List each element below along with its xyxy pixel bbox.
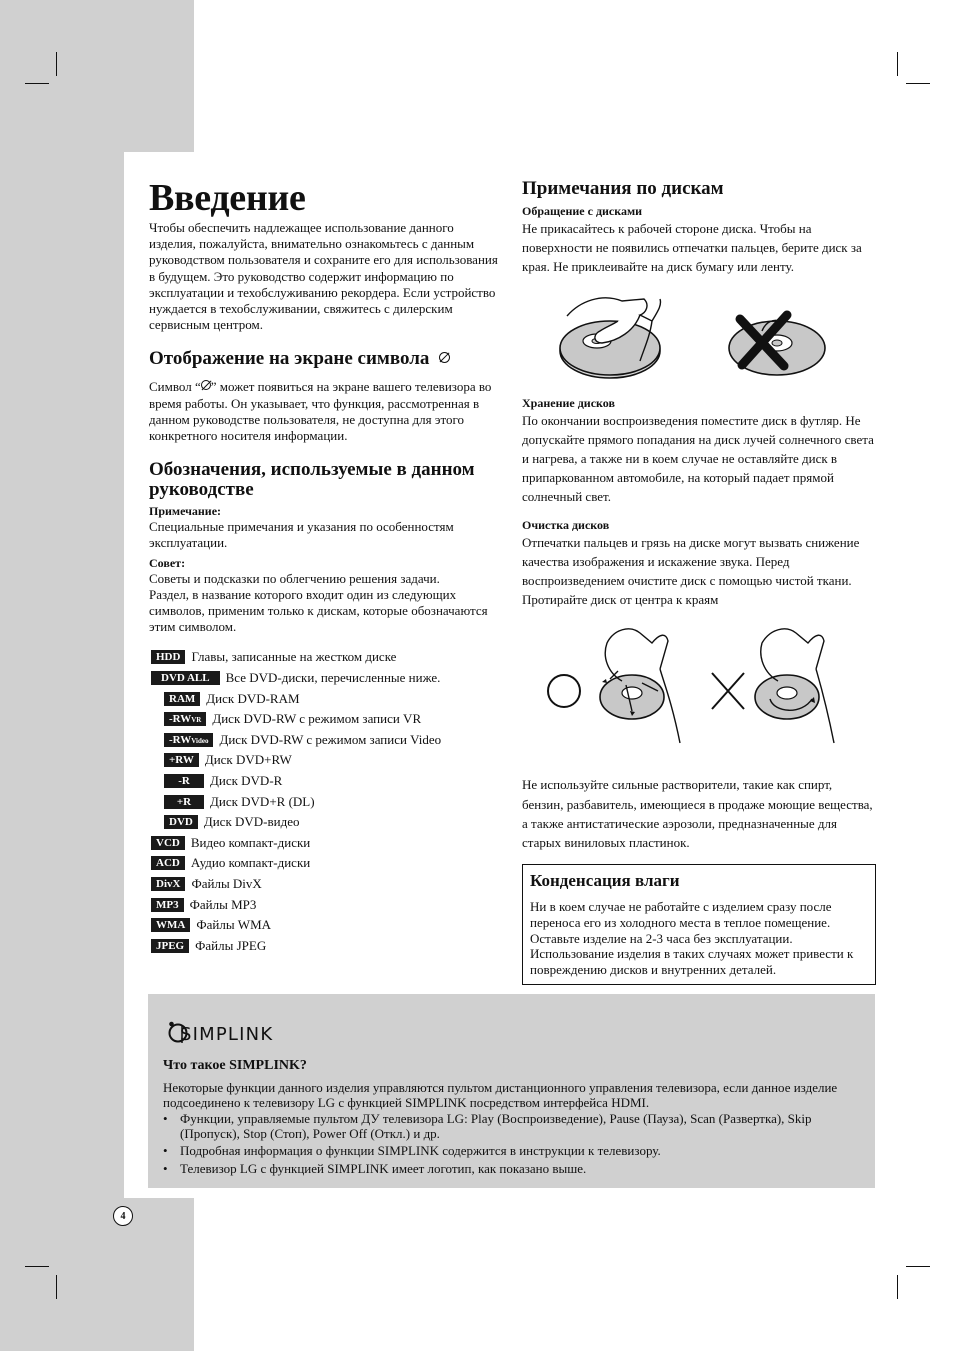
- legend-text: Диск DVD+RW: [204, 752, 292, 768]
- legend-text: Аудио компакт-диски: [190, 855, 311, 871]
- condensation-title: Конденсация влаги: [530, 871, 680, 891]
- disc-type-badge: +R: [164, 795, 204, 809]
- correct-cleaning-icon: [600, 629, 680, 743]
- crop-mark: [897, 52, 898, 76]
- list-item: • Функции, управляемые пультом ДУ телевизора LG: Play (Воспроизведение), Pause (Пауза), Scan (Развертка), Skip (Пропуск), Stop (Стоп), Power Off (Откл.) и др.: [163, 1112, 868, 1141]
- disc-notes-title: Примечания по дискам: [522, 178, 724, 199]
- simplink-question: Что такое SIMPLINK?: [163, 1058, 307, 1073]
- legend-text: Диск DVD-R: [210, 773, 283, 789]
- legend-row: [149, 915, 501, 936]
- crop-mark: [906, 83, 930, 84]
- crop-mark: [56, 52, 57, 76]
- disc-type-badge: VCD: [151, 836, 185, 850]
- simplink-logo: [168, 1012, 308, 1053]
- correct-disc-hold-icon: [560, 297, 661, 377]
- legend-row: [149, 853, 501, 874]
- svg-text:SIMPLINK: SIMPLINK: [180, 1024, 274, 1045]
- legend-row: [149, 771, 501, 792]
- simplink-bullet-list: [163, 1112, 868, 1176]
- legend-text: Диск DVD-RW с режимом записи VR: [212, 711, 422, 727]
- list-item: • Телевизор LG с функцией SIMPLINK имеет логотип, как показано выше.: [163, 1162, 868, 1177]
- page-number: 4: [113, 1206, 133, 1226]
- disc-type-badge: WMA: [151, 918, 190, 932]
- legend-text: Диск DVD+R (DL): [210, 793, 315, 809]
- symbol-section-text: Символ “ ” может появиться на экране вашего телевизора во время работы. Он указывает, что функция, рассмотренная в данном руководстве пользователя, не доступна для этого конкретного носителя информации.: [149, 379, 492, 444]
- legend-row: [149, 709, 501, 730]
- incorrect-cleaning-icon: [755, 629, 834, 743]
- legend-text: Файлы WMA: [196, 917, 272, 933]
- disc-type-badge: HDD: [151, 650, 185, 664]
- disc-symbol-legend: [149, 647, 501, 956]
- list-item: • Подробная информация о функции SIMPLINK содержится в инструкции к телевизору.: [163, 1144, 868, 1159]
- legend-row: [149, 895, 501, 916]
- disc-type-badge: MP3: [151, 898, 184, 912]
- legend-text: Диск DVD-RAM: [206, 690, 300, 706]
- legend-row: [149, 936, 501, 957]
- handling-label: Обращение с дисками: [522, 204, 643, 218]
- cleaning-label: Очистка дисков: [522, 517, 610, 532]
- disc-type-badge: +RW: [164, 753, 199, 767]
- crop-mark: [25, 83, 49, 84]
- legend-row: [149, 730, 501, 751]
- legend-row: [149, 647, 501, 668]
- disc-type-badge: DivX: [151, 877, 185, 891]
- solvents-text: Не используйте сильные растворители, такие как спирт, бензин, разбавитель, имеющиеся в продаже моющие вещества, а также антистатические аэрозоли, предназначенные для старых виниловых пластинок.: [522, 777, 873, 851]
- storage-text: По окончании воспроизведения поместите диск в футляр. Не допускайте прямого попадания на диск лучей солнечного света и нагрева, а также ни в коем случае не оставляйте диск в припаркованном автомобиле, на который падает прямой солнечный свет.: [522, 412, 874, 505]
- incorrect-disc-hold-icon: [729, 315, 825, 375]
- incorrect-cross-icon: [712, 673, 744, 709]
- section-text: Раздел, в название которого входит один из следующих символов, применим только к дискам, которые обозначаются этим символом.: [149, 586, 488, 635]
- legend-row: [149, 750, 501, 771]
- simplink-text: Некоторые функции данного изделия управляются пультом дистанционного управления телевизора, если данное изделие подсоединено к телевизору LG с функцией SIMPLINK посредством интерфейса HDMI.: [163, 1080, 838, 1110]
- storage-label: Хранение дисков: [522, 395, 615, 410]
- disc-type-badge: -RWVideo: [164, 733, 213, 747]
- disc-cleaning-illustration: [522, 623, 876, 763]
- legend-text: Все DVD-диски, перечисленные ниже.: [225, 670, 441, 686]
- crop-mark: [906, 1266, 930, 1267]
- handling-text: Не прикасайтесь к рабочей стороне диска. Чтобы на поверхности не появились отпечатки пальцев, берите диск за края. Не приклеивайте на диск бумагу или ленту.: [522, 221, 862, 275]
- legend-text: Файлы JPEG: [195, 937, 267, 953]
- legend-text: Видео компакт-диски: [190, 834, 311, 850]
- legend-text: Диск DVD-видео: [203, 814, 300, 830]
- simplink-panel: [148, 994, 875, 1188]
- simplink-logo-icon: [168, 1012, 308, 1048]
- cleaning-text: Отпечатки пальцев и грязь на диске могут вызвать снижение качества изображения и искажение звука. Перед воспроизведением очистите диск с помощью чистой ткани. Протирайте диск от центра к краям: [522, 534, 860, 608]
- disc-handling-illustration: [522, 291, 876, 383]
- legend-text: Файлы DivX: [191, 875, 262, 891]
- gray-margin-tab-top: [0, 0, 194, 152]
- crop-mark: [56, 1275, 57, 1299]
- condensation-box: [522, 864, 876, 985]
- note-text: Специальные примечания и указания по особенностям эксплуатации.: [149, 519, 454, 551]
- legend-text: Главы, записанные на жестком диске: [191, 649, 397, 665]
- legend-row: [149, 792, 501, 813]
- correct-circle-icon: [548, 675, 580, 707]
- tip-text: Советы и подсказки по облегчению решения задачи.: [149, 570, 440, 586]
- note-label: Примечание:: [149, 504, 222, 519]
- legend-row: [149, 833, 501, 854]
- legend-row: [149, 812, 501, 833]
- symbol-section-title: Отображение на экране символа: [149, 349, 501, 369]
- gray-margin-tab-bottom: [0, 1198, 194, 1351]
- page-title: Введение: [149, 177, 306, 219]
- disc-type-badge: DVD ALL: [151, 671, 220, 685]
- crop-mark: [25, 1266, 49, 1267]
- symbols-section-title: Обозначения, используемые в данном руководстве: [149, 459, 475, 501]
- tip-label: Совет:: [149, 555, 186, 570]
- disc-type-badge: -R: [164, 774, 204, 788]
- legend-row: [149, 874, 501, 895]
- disc-type-badge: ACD: [151, 856, 185, 870]
- disc-type-badge: RAM: [164, 692, 200, 706]
- condensation-text: Ни в коем случае не работайте с изделием сразу после переноса его из холодного места в теплое помещение. Оставьте изделие на 2-3 часа без эксплуатации. Использование изделия в таких случаях может привести к повреждению дисков и внутренних деталей.: [530, 899, 854, 978]
- simplink-content: [163, 1058, 868, 1179]
- disc-type-badge: -RWVR: [164, 712, 206, 726]
- prohibited-symbol-icon: [201, 380, 211, 390]
- right-column: [522, 176, 876, 985]
- legend-text: Диск DVD-RW с режимом записи Video: [219, 731, 442, 747]
- gray-margin-strip: [0, 152, 124, 1198]
- left-column: [149, 176, 501, 956]
- crop-mark: [897, 1275, 898, 1299]
- disc-type-badge: DVD: [164, 815, 198, 829]
- legend-row: [149, 668, 501, 689]
- legend-row: [149, 689, 501, 710]
- disc-type-badge: JPEG: [151, 939, 189, 953]
- prohibited-symbol-icon: [439, 352, 450, 363]
- legend-text: Файлы MP3: [189, 896, 257, 912]
- intro-text: Чтобы обеспечить надлежащее использование данного изделия, пожалуйста, внимательно ознакомьтесь с данным руководством пользователя и сохраните его для использования в будущем. Это руководство содержит информацию по эксплуатации и техобслуживанию рекордера. Если устройство нуждается в техобслуживании, свяжитесь с дилерским сервисным центром.: [149, 220, 498, 333]
